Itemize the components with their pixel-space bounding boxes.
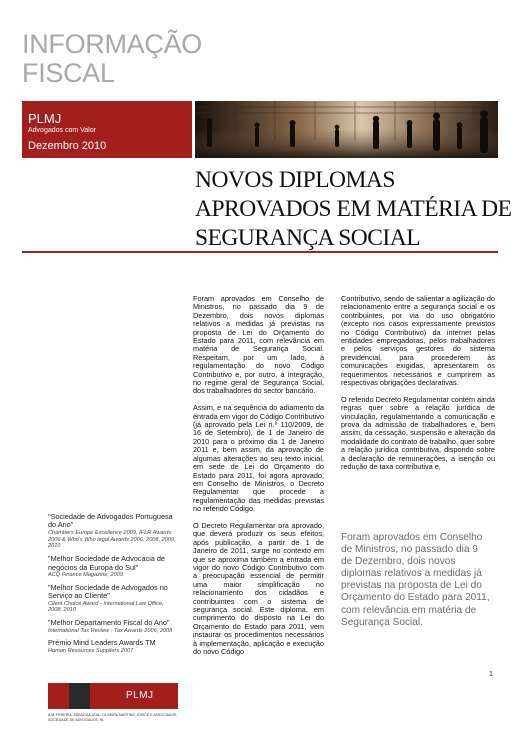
article-column-2 <box>341 295 495 480</box>
publication-title-line-2: FISCAL <box>22 58 115 88</box>
award-title: "Melhor Departamento Fiscal do Ano" <box>48 618 170 628</box>
publication-title <box>22 30 202 88</box>
paragraph: O Decreto Regulamentar ora aprovado, que deverá produzir os seus efeitos, após publicação, a partir de 1 de Janeiro de 2011, surge no contexto em que se aproxima também a entrada em vigor do novo Código Contributivo com a preocupação essencial de permitir uma maior simplificação no relacionamento dos cidadãos e contribuintes com o sistema de segurança social. Este diploma, em cumprimento do disposto na Lei do Orçamento do Estado para 2011, vem instaurar os procedimentos necessários à implementação, aplicação e execução do novo Código <box>193 520 324 657</box>
paragraph: Contributivo, sendo de salientar a agilização do relacionamento entre a segurança social e os contribuintes, por via do uso obrigatório (excepto nos casos expressamente previstos no Código Contributivo) da internet pelas entidades empregadoras, pelos trabalhadores e pelos serviços gestores do sistema previdencial, para procederem às comunicações exigidas, apresentarem os requerimentos necessários e cumprirem as respectivas obrigações declarativas. <box>341 294 495 388</box>
header-photo <box>195 101 498 158</box>
issue-date: Dezembro 2010 <box>28 140 107 152</box>
award-title: "Melhor Sociedade de Advocacia de negócios da Europa do Sul" <box>48 554 165 572</box>
award-title: "Sociedade de Advogados Portuguesa do Ano" <box>48 512 173 530</box>
headline-line-2: APROVADOS EM MATÉRIA DE <box>195 196 512 222</box>
award-item <box>48 513 176 550</box>
page-number: 1 <box>489 671 493 678</box>
paragraph: Foram aprovados em Conselho de Ministros, no passado dia 9 de Dezembro, dois novos diplomas relativos a medidas já previstas na proposta de Lei do Orçamento do Estado para 2011, com relevância em matéria de Segurança Social. Respeitam, por um lado, à regulamentação do novo Código Contributivo e, por outro, à integração, no regime geral de Segurança Social, dos trabalhadores do sector bancário. <box>193 294 324 396</box>
article-headline <box>195 166 512 253</box>
paragraph: Assim, e na sequência do adiamento da entrada em vigor do Código Contributivo (já aprovado pela Lei n.º 110/2009, de 16 de Setembro), de 1 de Janeiro de 2010 para o próximo dia 1 de Janeiro 2011 e, bem assim, da aprovação de algumas alterações ao seu texto inicial, em sede de Lei do Orçamento do Estado para 2011, foi agora aprovado, em Conselho de Ministros, o Decreto Regulamentar que procede à regulamentação das medidas previstas no referido Código. <box>193 403 325 514</box>
firm-full-name: A.M. PEREIRA, SÁRAGGA LEAL, OLIVEIRA MARTINS, JÚDICE E ASSOCIADOS SOCIEDADE DE ADVOGADOS, RL <box>48 713 177 722</box>
award-item <box>48 639 176 654</box>
headline-divider <box>22 251 498 253</box>
footer-logo-text: PLMJ <box>126 690 154 701</box>
award-item <box>48 619 176 634</box>
award-item <box>48 584 176 614</box>
pull-quote: Foram aprovados em Conselho de Ministros, no passado dia 9 de Dezembro, dois novos diplomas relativos a medidas já previstas na proposta de Lei do Orçamento do Estado para 2011, com relevância em matéria de Segurança Social. <box>341 532 490 628</box>
awards-list <box>48 513 176 660</box>
award-source: Human Resources Suppliers 2007 <box>48 647 134 654</box>
award-source: ACQ Finance Magazine, 2009 <box>48 572 123 579</box>
brand-tagline: Advogados com Valor <box>28 127 96 134</box>
logo-red-square <box>48 683 69 709</box>
article-column-1 <box>193 295 324 665</box>
paragraph: O referido Decreto Regulamentar contem ainda regras quer sobre a relação jurídica de vinculação, regulamentando a comunicação e prova da admissão de trabalhadores e, bem assim, da cessação, suspensão e alteração da modalidade do contrato de trabalho, quer sobre a relação jurídica contributiva, dispondo sobre a declaração de remunerações, a isenção ou redução de taxa contributiva e, <box>341 394 495 472</box>
logo-dark-square <box>69 683 90 709</box>
headline-line-3: SEGURANÇA SOCIAL <box>195 225 421 251</box>
award-source: Client Choice Award - International Law Office, 2008, 2010 <box>48 600 164 614</box>
award-item <box>48 555 176 579</box>
award-source: International Tax Review - Tax Awards 2006, 2008 <box>48 627 173 634</box>
brand-name: PLMJ <box>28 111 62 126</box>
award-source: Chambers Europe Excellence 2009, IFLR Awards 2006 & Who's Who legal Awards 2006, 2008, 2009, 2010 <box>48 529 176 550</box>
award-title: "Melhor Sociedade de Advogados no Serviço ao Cliente" <box>48 582 168 601</box>
brand-box <box>22 101 192 158</box>
award-title: Prémio Mind Leaders Awards TM <box>48 638 156 648</box>
headline-line-1: NOVOS DIPLOMAS <box>195 167 395 193</box>
publication-title-line-1: INFORMAÇÃO <box>22 29 203 59</box>
